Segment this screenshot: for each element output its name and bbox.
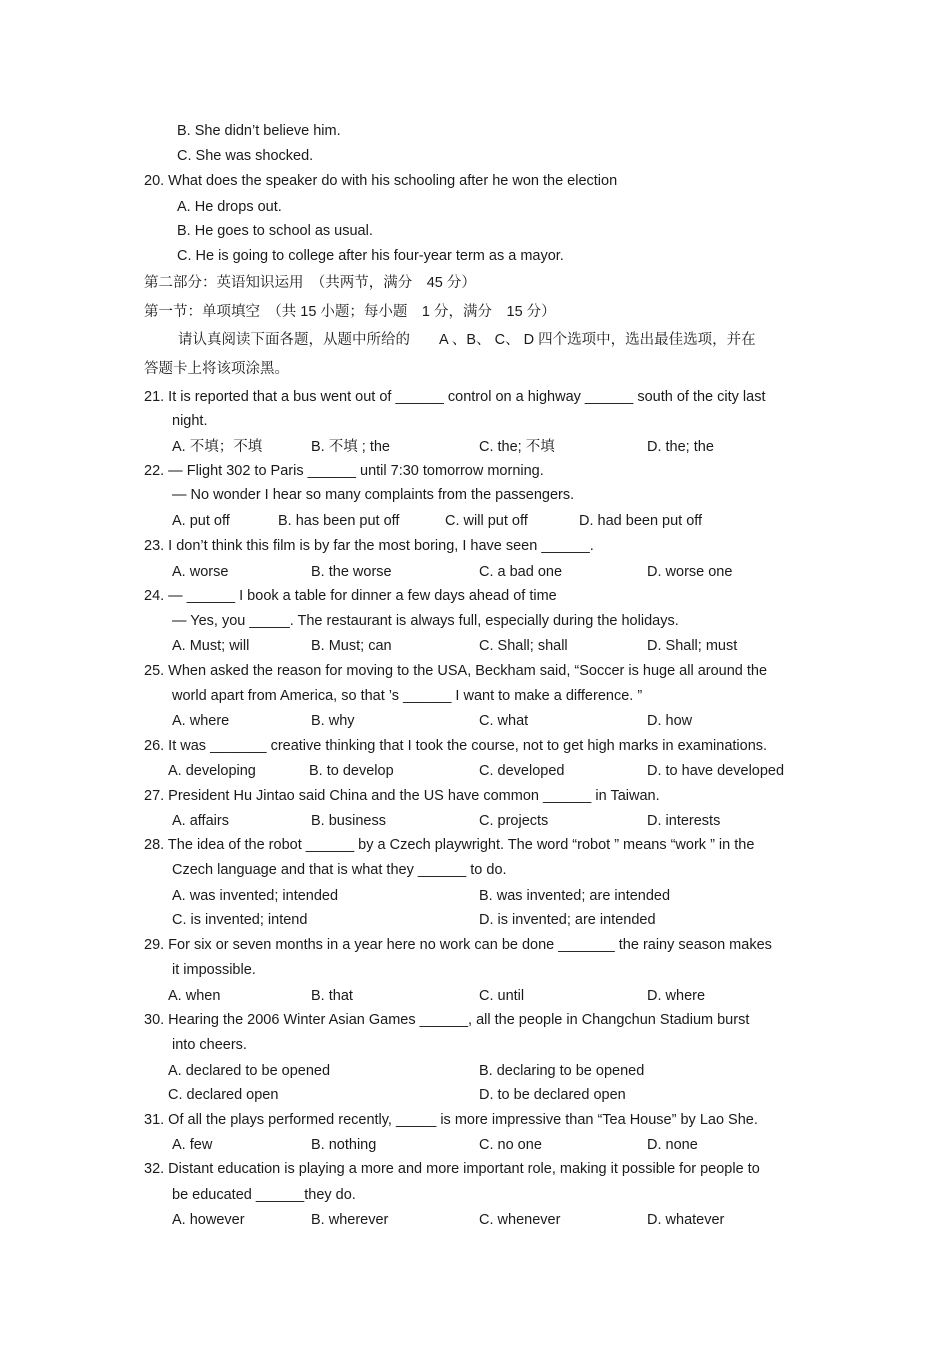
- option-c: C. what: [479, 713, 529, 729]
- subsection-heading: 第一节：单项填空 （共 15 小题；每小题 1 分，满分 15 分）: [144, 304, 556, 320]
- question-stem: 31. Of all the plays performed recently, _____ is more impressive than “Tea House” by Lao She.: [144, 1112, 758, 1128]
- option-d: D. worse one: [647, 564, 733, 580]
- instructions-line: 请认真阅读下面各题，从题中所给的 A 、B、 C、 D 四个选项中，选出最佳选项，并在: [178, 332, 756, 348]
- question-stem: 23. I don’t think this film is by far the most boring, I have seen ______.: [144, 538, 594, 554]
- option-a: A. affairs: [172, 813, 229, 829]
- option-a: A. when: [168, 988, 221, 1004]
- question-stem: — No wonder I hear so many complaints from the passengers.: [172, 487, 575, 503]
- option-d: D. where: [647, 988, 706, 1004]
- option-d: D. whatever: [647, 1212, 725, 1228]
- instructions-line: 答题卡上将该项涂黑。: [144, 361, 289, 377]
- option-b: B. wherever: [311, 1212, 389, 1228]
- option-b: B. nothing: [311, 1137, 377, 1153]
- question-stem: 20. What does the speaker do with his schooling after he won the election: [144, 173, 618, 189]
- option-b: B. the worse: [311, 564, 392, 580]
- option-b: B. business: [311, 813, 386, 829]
- question-stem: night.: [172, 413, 208, 429]
- option-c: C. until: [479, 988, 525, 1004]
- question-stem: 30. Hearing the 2006 Winter Asian Games ______, all the people in Changchun Stadium burst: [144, 1012, 750, 1028]
- option-d: D. interests: [647, 813, 721, 829]
- option-b: B. was invented; are intended: [479, 888, 671, 904]
- option-a: A. 不填；不填: [172, 439, 263, 455]
- question-stem: world apart from America, so that ’s ______ I want to make a difference. ”: [172, 688, 643, 704]
- option-d: D. the; the: [647, 439, 714, 455]
- option-a: A. few: [172, 1137, 213, 1153]
- option-line: B. She didn’t believe him.: [177, 123, 341, 139]
- option-d: D. is invented; are intended: [479, 912, 656, 928]
- option-a: A. however: [172, 1212, 245, 1228]
- option-c: C. developed: [479, 763, 565, 779]
- question-stem: 32. Distant education is playing a more and more important role, making it possible for people to: [144, 1161, 760, 1177]
- question-stem: 24. — ______ I book a table for dinner a few days ahead of time: [144, 588, 557, 604]
- option-line: C. She was shocked.: [177, 148, 314, 164]
- option-d: D. to have developed: [647, 763, 785, 779]
- option-b: B. 不填 ; the: [311, 439, 390, 455]
- question-stem: 29. For six or seven months in a year here no work can be done _______ the rainy season makes: [144, 937, 772, 953]
- question-stem: into cheers.: [172, 1037, 247, 1053]
- option-d: D. to be declared open: [479, 1087, 626, 1103]
- option-a: A. worse: [172, 564, 229, 580]
- option-a: A. put off: [172, 513, 230, 529]
- question-stem: — Yes, you _____. The restaurant is always full, especially during the holidays.: [172, 613, 679, 629]
- option-line: B. He goes to school as usual.: [177, 223, 373, 239]
- option-b: B. declaring to be opened: [479, 1063, 645, 1079]
- option-c: C. declared open: [168, 1087, 279, 1103]
- option-b: B. has been put off: [278, 513, 400, 529]
- option-d: D. how: [647, 713, 693, 729]
- option-d: D. Shall; must: [647, 638, 738, 654]
- question-stem: be educated ______they do.: [172, 1187, 356, 1203]
- option-c: C. will put off: [445, 513, 528, 529]
- question-stem: Czech language and that is what they ______ to do.: [172, 862, 507, 878]
- option-a: A. developing: [168, 763, 256, 779]
- option-c: C. projects: [479, 813, 549, 829]
- question-stem: 27. President Hu Jintao said China and the US have common ______ in Taiwan.: [144, 788, 660, 804]
- option-b: B. Must; can: [311, 638, 392, 654]
- section-heading: 第二部分：英语知识运用 （共两节，满分 45 分）: [144, 275, 476, 291]
- question-stem: 22. — Flight 302 to Paris ______ until 7:30 tomorrow morning.: [144, 463, 544, 479]
- option-d: D. had been put off: [579, 513, 703, 529]
- option-c: C. whenever: [479, 1212, 561, 1228]
- option-d: D. none: [647, 1137, 698, 1153]
- option-a: A. declared to be opened: [168, 1063, 331, 1079]
- option-a: A. was invented; intended: [172, 888, 339, 904]
- question-stem: 21. It is reported that a bus went out of ______ control on a highway ______ south of the city last: [144, 389, 766, 405]
- option-line: C. He is going to college after his four-year term as a mayor.: [177, 248, 564, 264]
- question-stem: it impossible.: [172, 962, 256, 978]
- option-line: A. He drops out.: [177, 199, 282, 215]
- option-c: C. the; 不填: [479, 439, 555, 455]
- option-c: C. a bad one: [479, 564, 563, 580]
- question-stem: 28. The idea of the robot ______ by a Czech playwright. The word “robot ” means “work ” in the: [144, 837, 755, 853]
- option-b: B. why: [311, 713, 355, 729]
- option-a: A. where: [172, 713, 230, 729]
- option-b: B. to develop: [309, 763, 394, 779]
- option-c: C. Shall; shall: [479, 638, 568, 654]
- option-a: A. Must; will: [172, 638, 250, 654]
- question-stem: 25. When asked the reason for moving to the USA, Beckham said, “Soccer is huge all around the: [144, 663, 768, 679]
- question-stem: 26. It was _______ creative thinking that I took the course, not to get high marks in examinations.: [144, 738, 768, 754]
- option-c: C. is invented; intend: [172, 912, 308, 928]
- option-c: C. no one: [479, 1137, 542, 1153]
- option-b: B. that: [311, 988, 353, 1004]
